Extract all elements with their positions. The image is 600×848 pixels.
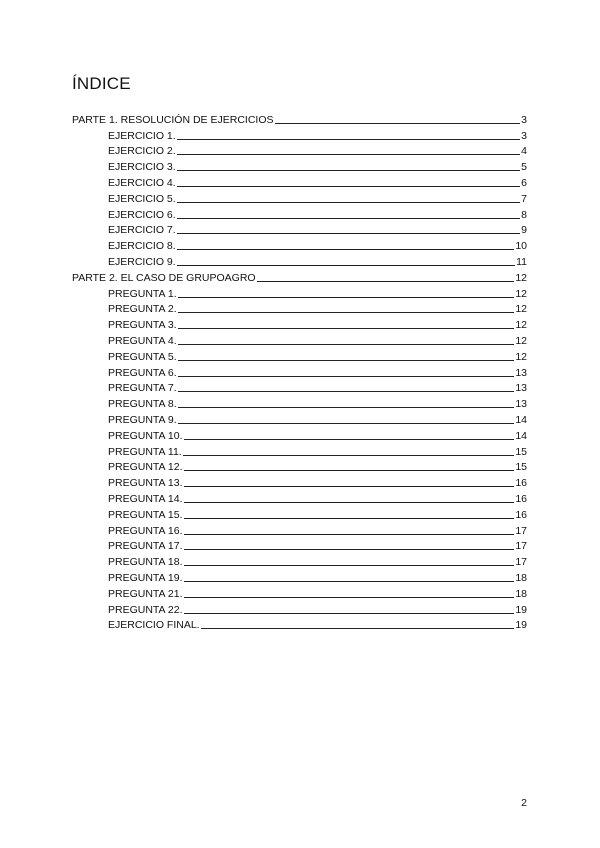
toc-entry-page: 9 — [521, 224, 527, 237]
toc-entry-label: PREGUNTA 7. — [108, 382, 177, 395]
toc-entry-page: 19 — [515, 603, 527, 616]
toc-entry-page: 18 — [515, 571, 527, 584]
toc-entry-page: 13 — [515, 398, 527, 411]
toc-leader-line — [184, 534, 515, 535]
toc-entry-label: PARTE 1. RESOLUCIÓN DE EJERCICIOS — [72, 113, 274, 126]
toc-leader-line — [178, 360, 515, 361]
toc-leader-line — [275, 123, 521, 124]
toc-entry[interactable] — [72, 252, 527, 268]
toc-entry-label: PREGUNTA 9. — [108, 413, 177, 426]
toc-entry-label: PREGUNTA 16. — [108, 524, 183, 537]
toc-entry[interactable] — [72, 126, 527, 142]
toc-entry-label: PREGUNTA 18. — [108, 556, 183, 569]
toc-entry-label: EJERCICIO 1. — [108, 129, 176, 142]
toc-entry-label: EJERCICIO 9. — [108, 255, 176, 268]
toc-entry-page: 13 — [515, 366, 527, 379]
toc-entry-page: 12 — [515, 287, 527, 300]
toc-entry[interactable] — [72, 505, 527, 521]
toc-entry-page: 17 — [515, 540, 527, 553]
toc-leader-line — [178, 376, 515, 377]
toc-leader-line — [257, 281, 515, 282]
toc-entry[interactable] — [72, 173, 527, 189]
toc-entry-label: PREGUNTA 17. — [108, 540, 183, 553]
toc-entry-page: 3 — [521, 129, 527, 142]
toc-entry-label: PREGUNTA 6. — [108, 366, 177, 379]
toc-section-entry[interactable] — [72, 268, 527, 284]
toc-entry-label: PREGUNTA 10. — [108, 429, 183, 442]
toc-entry[interactable] — [72, 616, 527, 632]
toc-leader-line — [184, 581, 515, 582]
toc-entry-page: 3 — [521, 113, 527, 126]
toc-entry[interactable] — [72, 584, 527, 600]
toc-entry-label: EJERCICIO 8. — [108, 240, 176, 253]
toc-entry[interactable] — [72, 489, 527, 505]
toc-leader-line — [177, 186, 520, 187]
toc-entry-label: EJERCICIO 6. — [108, 208, 176, 221]
toc-entry-label: EJERCICIO 3. — [108, 161, 176, 174]
toc-entry-page: 12 — [515, 271, 527, 284]
toc-entry[interactable] — [72, 410, 527, 426]
toc-entry-page: 18 — [515, 587, 527, 600]
toc-entry-page: 17 — [515, 524, 527, 537]
toc-entry[interactable] — [72, 537, 527, 553]
toc-leader-line — [177, 265, 515, 266]
toc-entry[interactable] — [72, 315, 527, 331]
toc-leader-line — [178, 297, 515, 298]
toc-entry[interactable] — [72, 284, 527, 300]
toc-leader-line — [177, 218, 520, 219]
toc-entry[interactable] — [72, 442, 527, 458]
toc-entry[interactable] — [72, 521, 527, 537]
toc-entry-label: PREGUNTA 5. — [108, 350, 177, 363]
toc-entry-page: 12 — [515, 334, 527, 347]
toc-entry[interactable] — [72, 347, 527, 363]
toc-entry-label: PREGUNTA 3. — [108, 319, 177, 332]
toc-entry[interactable] — [72, 142, 527, 158]
toc-entry[interactable] — [72, 300, 527, 316]
toc-entry-label: PREGUNTA 19. — [108, 571, 183, 584]
toc-leader-line — [177, 139, 520, 140]
toc-entry[interactable] — [72, 600, 527, 616]
toc-leader-line — [201, 628, 515, 629]
toc-leader-line — [184, 518, 515, 519]
toc-entry-page: 17 — [515, 556, 527, 569]
toc-leader-line — [184, 549, 515, 550]
toc-leader-line — [177, 233, 520, 234]
toc-leader-line — [184, 502, 515, 503]
toc-entry[interactable] — [72, 189, 527, 205]
toc-entry-page: 4 — [521, 145, 527, 158]
toc-leader-line — [178, 328, 515, 329]
toc-entry-page: 16 — [515, 492, 527, 505]
toc-entry[interactable] — [72, 394, 527, 410]
toc-entry-label: PREGUNTA 21. — [108, 587, 183, 600]
toc-entry[interactable] — [72, 331, 527, 347]
page-number: 2 — [521, 797, 527, 809]
toc-leader-line — [184, 470, 515, 471]
toc-entry-page: 19 — [515, 619, 527, 632]
toc-leader-line — [177, 154, 520, 155]
toc-leader-line — [177, 202, 520, 203]
toc-entry-label: PREGUNTA 2. — [108, 303, 177, 316]
toc-leader-line — [178, 391, 515, 392]
toc-entry-label: PREGUNTA 4. — [108, 334, 177, 347]
toc-entry[interactable] — [72, 568, 527, 584]
toc-entry-page: 7 — [521, 192, 527, 205]
toc-entry-page: 12 — [515, 303, 527, 316]
toc-entry[interactable] — [72, 458, 527, 474]
toc-entry-page: 14 — [515, 429, 527, 442]
toc-entry-page: 11 — [516, 255, 527, 268]
toc-section-entry[interactable] — [72, 110, 527, 126]
toc-entry[interactable] — [72, 473, 527, 489]
toc-entry-label: PARTE 2. EL CASO DE GRUPOAGRO — [72, 271, 256, 284]
toc-leader-line — [184, 597, 515, 598]
toc-entry[interactable] — [72, 363, 527, 379]
toc-entry-page: 6 — [521, 176, 527, 189]
toc-entry[interactable] — [72, 426, 527, 442]
toc-leader-line — [177, 170, 520, 171]
toc-leader-line — [184, 486, 515, 487]
toc-entry-label: PREGUNTA 15. — [108, 508, 183, 521]
toc-entry-label: PREGUNTA 11. — [108, 445, 182, 458]
table-of-contents — [72, 110, 527, 631]
toc-entry-label: PREGUNTA 1. — [108, 287, 177, 300]
toc-entry-page: 13 — [515, 382, 527, 395]
toc-leader-line — [177, 249, 515, 250]
toc-entry[interactable] — [72, 552, 527, 568]
toc-leader-line — [183, 455, 515, 456]
toc-leader-line — [184, 439, 515, 440]
toc-leader-line — [178, 407, 515, 408]
toc-entry[interactable] — [72, 236, 527, 252]
toc-leader-line — [184, 613, 515, 614]
toc-entry-label: EJERCICIO FINAL. — [108, 619, 200, 632]
toc-leader-line — [178, 312, 515, 313]
toc-entry-page: 16 — [515, 508, 527, 521]
toc-entry[interactable] — [72, 205, 527, 221]
toc-leader-line — [178, 423, 515, 424]
toc-entry[interactable] — [72, 157, 527, 173]
toc-entry-page: 10 — [515, 240, 527, 253]
toc-entry[interactable] — [72, 221, 527, 237]
toc-entry-page: 12 — [515, 319, 527, 332]
toc-entry-page: 8 — [521, 208, 527, 221]
toc-entry-label: PREGUNTA 12. — [108, 461, 183, 474]
toc-entry-label: EJERCICIO 5. — [108, 192, 176, 205]
toc-entry-label: PREGUNTA 14. — [108, 492, 183, 505]
toc-entry-page: 16 — [515, 477, 527, 490]
toc-leader-line — [184, 565, 515, 566]
toc-entry-label: PREGUNTA 13. — [108, 477, 183, 490]
toc-entry-page: 12 — [515, 350, 527, 363]
toc-entry-label: PREGUNTA 8. — [108, 398, 177, 411]
toc-entry-label: PREGUNTA 22. — [108, 603, 183, 616]
toc-entry-label: EJERCICIO 4. — [108, 176, 176, 189]
toc-entry[interactable] — [72, 379, 527, 395]
toc-entry-label: EJERCICIO 7. — [108, 224, 176, 237]
toc-entry-label: EJERCICIO 2. — [108, 145, 176, 158]
toc-entry-page: 15 — [515, 445, 527, 458]
toc-entry-page: 5 — [521, 161, 527, 174]
toc-entry-page: 14 — [515, 413, 527, 426]
toc-entry-page: 15 — [515, 461, 527, 474]
page-title: ÍNDICE — [72, 74, 131, 93]
toc-leader-line — [178, 344, 515, 345]
